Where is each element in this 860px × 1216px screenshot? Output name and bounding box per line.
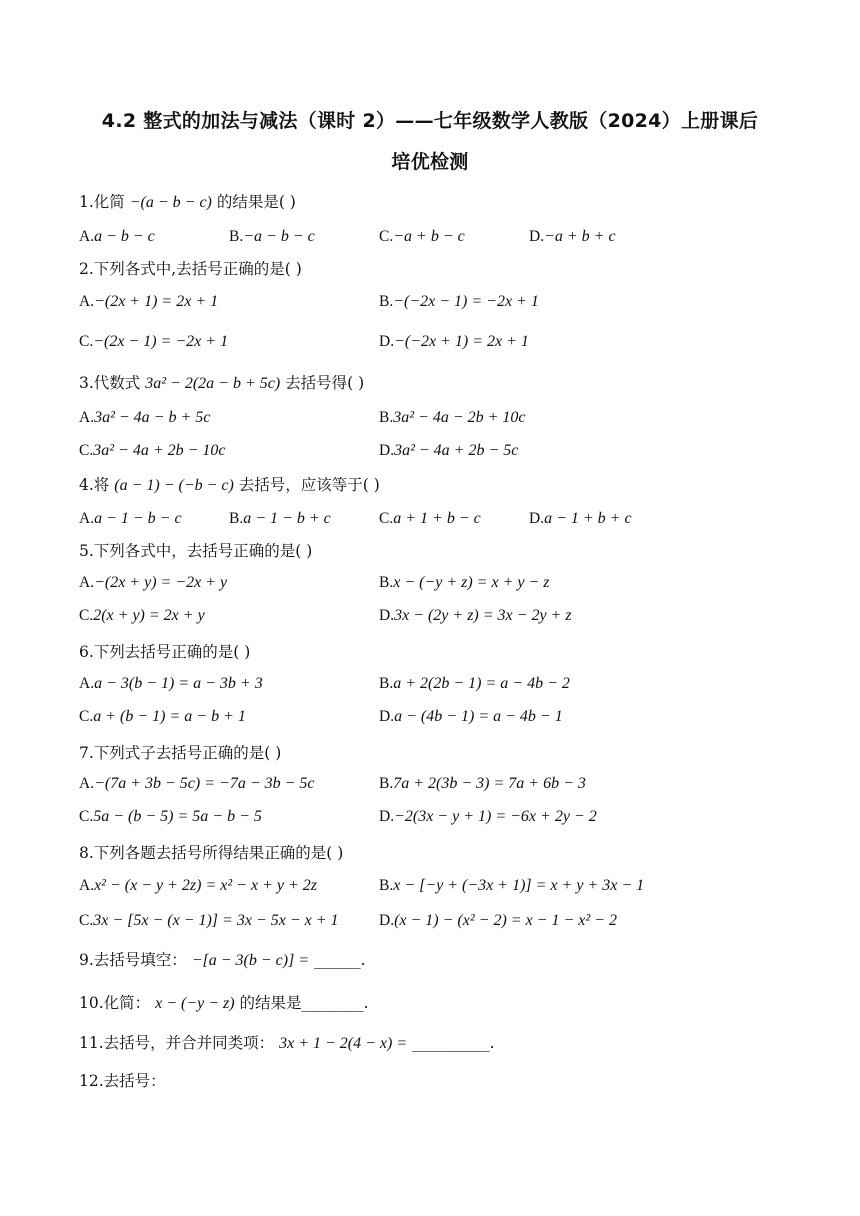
option-c: C.2(x + y) = 2x + y [79, 607, 205, 624]
question-3: 3.代数式 3a² − 2(2a − b + 5c) 去括号得( ) [79, 374, 365, 392]
question-8: 8.下列各题去括号所得结果正确的是( ) [79, 844, 344, 862]
question-4: 4.将 (a − 1) − (−b − c) 去括号，应该等于( ) [79, 476, 380, 494]
question-9: 9.去括号填空： −[a − 3(b − c)] = ______. [79, 951, 366, 969]
option-d: D.a − 1 + b + c [529, 510, 632, 527]
question-7: 7.下列式子去括号正确的是( ) [79, 744, 282, 762]
option-b: B.x − (−y + z) = x + y − z [379, 574, 550, 591]
question-6: 6.下列去括号正确的是( ) [79, 643, 251, 661]
question-expression: −(a − b − c) [129, 194, 212, 211]
option-c: C.a + 1 + b − c [379, 510, 481, 527]
question-expression: x − (−y − z) [155, 995, 235, 1012]
option-d: D.−a + b + c [529, 228, 616, 245]
question-12: 12.去括号： [79, 1072, 166, 1090]
question-expression: 3a² − 2(2a − b + 5c) [145, 375, 281, 392]
option-b: B.a − 1 − b + c [229, 510, 331, 527]
answer-blank[interactable]: 的结果是________. [239, 994, 369, 1012]
option-a: A.−(2x + 1) = 2x + 1 [79, 293, 219, 310]
option-b: B.x − [−y + (−3x + 1)] = x + y + 3x − 1 [379, 877, 645, 894]
question-expression: −[a − 3(b − c)] = [191, 952, 310, 969]
title-line-1: 4.2 整式的加法与减法（课时 2）——七年级数学人教版（2024）上册课后 [101, 110, 759, 132]
option-c: C.3a² − 4a + 2b − 10c [79, 442, 226, 459]
option-a: A.a − 3(b − 1) = a − 3b + 3 [79, 675, 263, 692]
option-d: D.(x − 1) − (x² − 2) = x − 1 − x² − 2 [379, 912, 617, 929]
question-expression: (a − 1) − (−b − c) [114, 477, 234, 494]
option-a: A.−(2x + y) = −2x + y [79, 574, 228, 591]
option-b: B.3a² − 4a − 2b + 10c [379, 409, 526, 426]
option-a: A.a − b − c [79, 228, 155, 245]
option-d: D.3a² − 4a + 2b − 5c [379, 442, 519, 459]
option-a: A.3a² − 4a − b + 5c [79, 409, 211, 426]
option-a: A.a − 1 − b − c [79, 510, 182, 527]
option-c: C.−(2x − 1) = −2x + 1 [79, 333, 229, 350]
option-c: C.−a + b − c [379, 228, 465, 245]
question-expression: 3x + 1 − 2(4 − x) = [279, 1035, 408, 1052]
question-10: 10.化简： x − (−y − z) 的结果是________. [79, 994, 369, 1012]
title-line-2: 培优检测 [391, 151, 469, 173]
option-c: C.3x − [5x − (x − 1)] = 3x − 5x − x + 1 [79, 912, 339, 929]
answer-blank[interactable]: __________ [412, 1034, 490, 1052]
option-c: C.5a − (b − 5) = 5a − b − 5 [79, 808, 262, 825]
option-a: A.−(7a + 3b − 5c) = −7a − 3b − 5c [79, 775, 315, 792]
question-5: 5.下列各式中，去括号正确的是( ) [79, 542, 313, 560]
option-a: A.x² − (x − y + 2z) = x² − x + y + 2z [79, 877, 317, 894]
option-d: D.a − (4b − 1) = a − 4b − 1 [379, 708, 563, 725]
question-2: 2.下列各式中,去括号正确的是( ) [79, 260, 302, 278]
option-d: D.3x − (2y + z) = 3x − 2y + z [379, 607, 572, 624]
option-b: B.−a − b − c [229, 228, 315, 245]
answer-blank[interactable]: ______ [314, 951, 361, 969]
option-d: D.−(−2x + 1) = 2x + 1 [379, 333, 529, 350]
option-b: B.−(−2x − 1) = −2x + 1 [379, 293, 539, 310]
option-c: C.a + (b − 1) = a − b + 1 [79, 708, 246, 725]
option-d: D.−2(3x − y + 1) = −6x + 2y − 2 [379, 808, 597, 825]
option-b: B.7a + 2(3b − 3) = 7a + 6b − 3 [379, 775, 586, 792]
option-b: B.a + 2(2b − 1) = a − 4b − 2 [379, 675, 570, 692]
question-1: 1.化简 −(a − b − c) 的结果是( ) [79, 193, 296, 211]
question-11: 11.去括号，并合并同类项： 3x + 1 − 2(4 − x) = __________. [79, 1034, 495, 1052]
